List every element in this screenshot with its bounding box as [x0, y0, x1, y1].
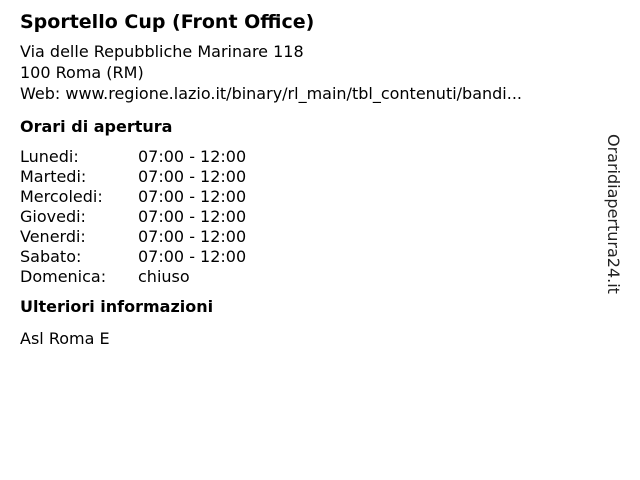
additional-info-heading: Ulteriori informazioni [20, 297, 214, 316]
day-label: Venerdi: [20, 227, 86, 246]
address-street: Via delle Repubbliche Marinare 118 [20, 42, 304, 61]
hours-row-tuesday [20, 167, 246, 187]
hours-row-sunday [20, 267, 246, 287]
website-link[interactable]: Web: www.regione.lazio.it/binary/rl_main/tbl_contenuti/bandi... [20, 84, 523, 103]
day-hours: 07:00 - 12:00 [138, 167, 247, 186]
day-hours: 07:00 - 12:00 [138, 147, 247, 166]
office-card [20, 8, 600, 350]
hours-row-thursday [20, 207, 246, 227]
additional-info-text: Asl Roma E [20, 329, 110, 348]
opening-hours-table [20, 147, 246, 287]
hours-row-monday [20, 147, 246, 167]
office-address [20, 41, 600, 104]
hours-row-saturday [20, 247, 246, 267]
opening-hours-heading: Orari di apertura [20, 117, 173, 136]
address-city: 100 Roma (RM) [20, 63, 144, 82]
day-label: Martedi: [20, 167, 87, 186]
day-label: Mercoledi: [20, 187, 103, 206]
site-watermark: Oraridiapertura24.it [604, 134, 623, 294]
hours-row-wednesday [20, 187, 246, 207]
day-label: Giovedi: [20, 207, 86, 226]
day-hours: 07:00 - 12:00 [138, 187, 247, 206]
day-hours: chiuso [138, 267, 190, 286]
day-label: Lunedi: [20, 147, 79, 166]
day-label: Sabato: [20, 247, 82, 266]
office-title: Sportello Cup (Front Office) [20, 11, 315, 33]
day-hours: 07:00 - 12:00 [138, 207, 247, 226]
hours-row-friday [20, 227, 246, 247]
day-hours: 07:00 - 12:00 [138, 247, 247, 266]
day-hours: 07:00 - 12:00 [138, 227, 247, 246]
day-label: Domenica: [20, 267, 107, 286]
